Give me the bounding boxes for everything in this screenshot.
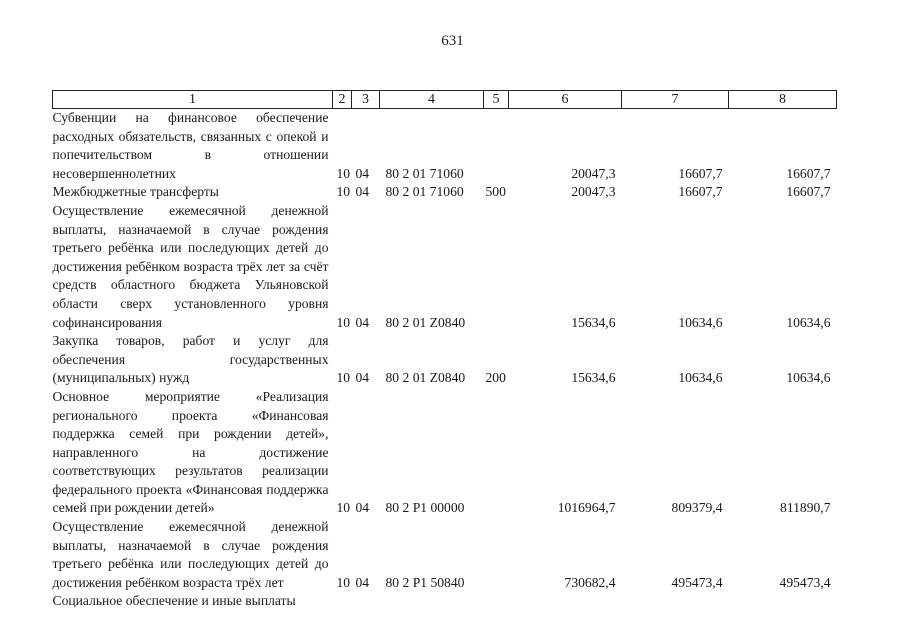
row-section: 10 xyxy=(336,165,351,181)
row-subsection: 04 xyxy=(355,165,370,181)
row-target-code: 80 2 01 71060 xyxy=(385,165,464,181)
row-value-7: 809379,4 xyxy=(671,500,723,516)
header-col-7: 7 xyxy=(622,91,729,109)
row-name: Закупка товаров, работ и услуг для обеспечения государственных (муниципальных) нужд xyxy=(52,333,329,386)
row-value-7: 10634,6 xyxy=(678,370,723,386)
row-name: Основное мероприятие «Реализация регионального проекта «Финансовая поддержка семей при рождении детей», направленного на достижение соответствующих результатов реализации федерального проекта «Финансовая поддержка семей при рождении детей» xyxy=(52,388,329,516)
row-subsection: 04 xyxy=(355,370,370,386)
table-row xyxy=(53,202,837,332)
row-subsection xyxy=(352,592,380,611)
row-subsection: 04 xyxy=(355,574,370,590)
page-number: 631 xyxy=(441,33,464,49)
row-value-8: 16607,7 xyxy=(786,184,831,200)
row-expense-type: 500 xyxy=(485,184,506,200)
row-name: Осуществление ежемесячной денежной выплаты, назначаемой в случае рождения третьего ребёнка или последующих детей до достижения ребёнком возраста трёх лет xyxy=(52,519,329,590)
header-col-6: 6 xyxy=(509,91,622,109)
row-section: 10 xyxy=(336,500,351,516)
row-value-7: 16607,7 xyxy=(678,184,723,200)
row-target-code: 80 2 P1 00000 xyxy=(385,500,465,516)
header-row xyxy=(53,91,837,109)
row-section: 10 xyxy=(336,314,351,330)
row-value-8 xyxy=(729,592,837,611)
row-section: 10 xyxy=(336,370,351,386)
row-value-7: 10634,6 xyxy=(678,314,723,330)
row-subsection: 04 xyxy=(355,314,370,330)
row-value-6: 730682,4 xyxy=(564,574,616,590)
row-value-6: 20047,3 xyxy=(571,184,616,200)
header-col-4: 4 xyxy=(380,91,484,109)
row-value-8: 16607,7 xyxy=(786,165,831,181)
table-row xyxy=(53,109,837,184)
row-value-7: 495473,4 xyxy=(671,574,723,590)
header-col-5: 5 xyxy=(484,91,509,109)
row-section: 10 xyxy=(336,184,351,200)
row-value-8: 10634,6 xyxy=(786,370,831,386)
row-subsection: 04 xyxy=(355,184,370,200)
row-value-6: 15634,6 xyxy=(571,314,616,330)
row-value-8: 495473,4 xyxy=(779,574,831,590)
row-expense-type xyxy=(484,518,509,592)
row-name: Социальное обеспечение и иные выплаты xyxy=(52,593,296,609)
row-expense-type: 200 xyxy=(485,370,506,386)
row-section xyxy=(333,592,352,611)
row-target-code: 80 2 01 Z0840 xyxy=(385,370,466,386)
table-row xyxy=(53,388,837,518)
row-expense-type xyxy=(484,202,509,332)
row-name: Осуществление ежемесячной денежной выплаты, назначаемой в случае рождения третьего ребёнка или последующих детей до достижения ребёнком возраста трёх лет за счёт средств областного бюджета Ульяновской области сверх установленного уровня софинансирования xyxy=(52,202,329,330)
budget-table xyxy=(52,90,837,611)
header-col-8: 8 xyxy=(729,91,837,109)
row-value-8: 811890,7 xyxy=(780,500,831,516)
row-name: Межбюджетные трансферты xyxy=(52,184,219,200)
row-value-6 xyxy=(509,592,622,611)
row-section: 10 xyxy=(336,574,351,590)
table-row xyxy=(53,183,837,202)
row-value-6: 20047,3 xyxy=(571,165,616,181)
row-value-6: 15634,6 xyxy=(571,370,616,386)
row-target-code: 80 2 P1 50840 xyxy=(385,574,465,590)
table-row xyxy=(53,332,837,388)
row-value-7: 16607,7 xyxy=(678,165,723,181)
row-name: Субвенции на финансовое обеспечение расходных обязательств, связанных с опекой и попечительством в отношении несовершеннолетних xyxy=(52,110,329,181)
row-expense-type xyxy=(484,388,509,518)
row-value-8: 10634,6 xyxy=(786,314,831,330)
header-col-3: 3 xyxy=(352,91,380,109)
row-expense-type xyxy=(484,109,509,184)
row-value-6: 1016964,7 xyxy=(557,500,616,516)
header-col-2: 2 xyxy=(333,91,352,109)
table-row xyxy=(53,592,837,611)
row-subsection: 04 xyxy=(355,500,370,516)
row-expense-type xyxy=(484,592,509,611)
row-target-code: 80 2 01 Z0840 xyxy=(385,314,466,330)
row-target-code xyxy=(380,592,484,611)
header-col-1: 1 xyxy=(53,91,333,109)
row-target-code: 80 2 01 71060 xyxy=(385,184,464,200)
table-row xyxy=(53,518,837,592)
row-value-7 xyxy=(622,592,729,611)
